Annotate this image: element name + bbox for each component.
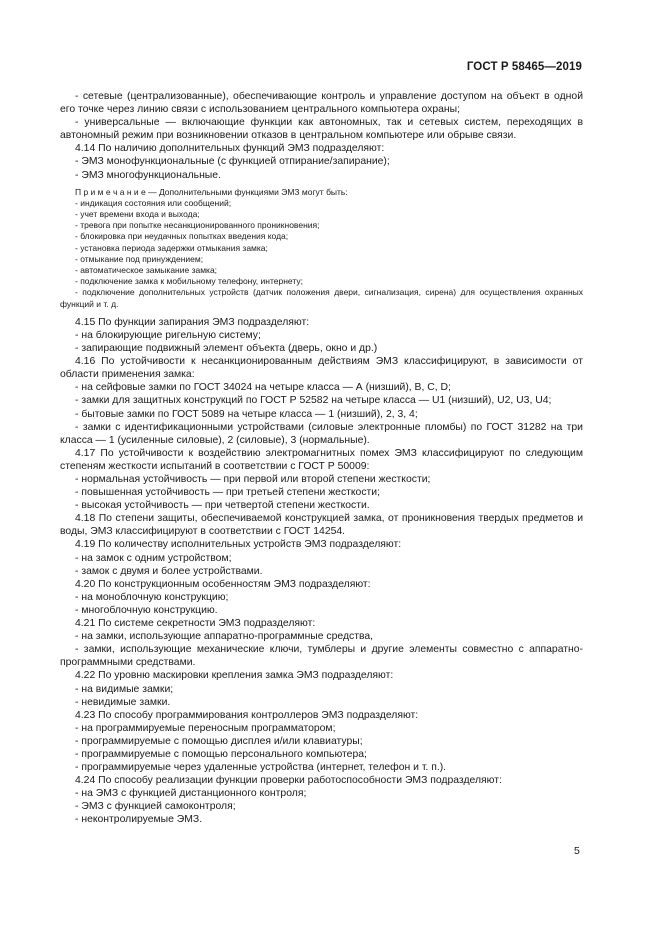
paragraph: - замки с идентификационными устройствами (силовые электронные пломбы) по ГОСТ 31282 на три класса — 1 (усиленные силовые), 2 (силовые), 3 (нормальные). xyxy=(60,421,583,446)
paragraph: - замок с двумя и более устройствами. xyxy=(75,565,263,577)
note-line: - учет времени входа и выхода; xyxy=(75,209,200,220)
paragraph: - на моноблочную конструкцию; xyxy=(75,591,229,603)
paragraph: - на замок с одним устройством; xyxy=(75,552,232,564)
page-number: 5 xyxy=(574,845,580,857)
paragraph: 4.20 По конструкционным особенностям ЭМЗ подразделяют: xyxy=(75,578,371,590)
paragraph: - запирающие подвижный элемент объекта (дверь, окно и др.) xyxy=(75,343,378,355)
note-line: П р и м е ч а н и е — Дополнительными функциями ЭМЗ могут быть: xyxy=(75,186,348,197)
paragraph: - на программируемые переносным программатором; xyxy=(75,722,336,734)
note-line: - отмыкание под принуждением; xyxy=(75,253,204,264)
note-line: - тревога при попытке несанкционированного проникновения; xyxy=(75,220,320,231)
paragraph: 4.22 По уровню маскировки крепления замка ЭМЗ подразделяют: xyxy=(75,670,394,682)
paragraph: - нормальная устойчивость — при первой или второй степени жесткости; xyxy=(75,474,431,486)
paragraph: - невидимые замки. xyxy=(75,696,171,708)
paragraph: - программируемые с помощью дисплея и/или клавиатуры; xyxy=(75,735,363,747)
paragraph: - на сейфовые замки по ГОСТ 34024 на четыре класса — А (низший), В, С, D; xyxy=(75,382,451,394)
paragraph: - ЭМЗ с функцией самоконтроля; xyxy=(75,801,236,813)
paragraph: - программируемые с помощью персонального компьютера; xyxy=(75,748,367,760)
paragraph: - высокая устойчивость — при четвертой степени жесткости. xyxy=(75,500,370,512)
paragraph: - замки для защитных конструкций по ГОСТ Р 52582 на четыре класса — U1 (низший), U2, U3, U4; xyxy=(75,395,552,407)
note-line: - подключение замка к мобильному телефону, интернету; xyxy=(75,276,303,287)
note-line: - установка периода задержки отмыкания замка; xyxy=(75,242,268,253)
paragraph: - многоблочную конструкцию. xyxy=(75,604,218,616)
paragraph: - на видимые замки; xyxy=(75,683,174,695)
note-line: - индикация состояния или сообщений; xyxy=(75,197,232,208)
paragraph: - неконтролируемые ЭМЗ. xyxy=(75,814,203,826)
paragraph: - ЭМЗ многофункциональные. xyxy=(75,169,221,181)
paragraph: 4.24 По способу реализации функции проверки работоспособности ЭМЗ подразделяют: xyxy=(75,775,502,787)
paragraph: - на ЭМЗ с функцией дистанционного контроля; xyxy=(75,788,307,800)
paragraph: - на замки, использующие аппаратно-программные средства, xyxy=(75,631,374,643)
paragraph: - на блокирующие ригельную систему; xyxy=(75,329,261,341)
paragraph: 4.18 По степени защиты, обеспечиваемой конструкцией замка, от проникновения твердых предметов и воды, ЭМЗ классифицируют в соответствии с ГОСТ 14254. xyxy=(60,513,583,538)
paragraph: - универсальные — включающие функции как автономных, так и сетевых систем, переходящих в автономный режим при возникновении отказов в центральном компьютере или обрыве связи. xyxy=(60,117,583,142)
note-line: - подключение дополнительных устройств (датчик положения двери, сигнализация, сирена) для осуществления охранных функций и т. д. xyxy=(60,287,583,309)
paragraph: 4.21 По системе секретности ЭМЗ подразделяют: xyxy=(75,618,316,630)
paragraph: - повышенная устойчивость — при третьей степени жесткости; xyxy=(75,487,380,499)
paragraph: 4.19 По количеству исполнительных устройств ЭМЗ подразделяют: xyxy=(75,539,402,551)
body-text xyxy=(60,90,583,827)
note-line: - блокировка при неудачных попытках введения кода; xyxy=(75,231,289,242)
paragraph: - сетевые (централизованные), обеспечивающие контроль и управление доступом на объект в одной его точке через линию связи с использованием центрального компьютера охраны; xyxy=(60,91,583,116)
note-line: - автоматическое замыкание замка; xyxy=(75,265,218,276)
paragraph: - бытовые замки по ГОСТ 5089 на четыре класса — 1 (низший), 2, 3, 4; xyxy=(75,408,418,420)
paragraph: 4.16 По устойчивости к несанкционированным действиям ЭМЗ классифицируют, в зависимости от области применения замка: xyxy=(60,356,583,381)
paragraph: - программируемые через удаленные устройства (интернет, телефон и т. п.). xyxy=(75,762,447,774)
document-header: ГОСТ Р 58465—2019 xyxy=(466,61,582,73)
paragraph: 4.17 По устойчивости к воздействию электромагнитных помех ЭМЗ классифицируют по следующим степеням жесткости испытаний в соответствии с ГОСТ Р 50009: xyxy=(60,447,583,472)
paragraph: - ЭМЗ монофункциональные (с функцией отпирание/запирание); xyxy=(75,156,390,168)
paragraph: 4.23 По способу программирования контроллеров ЭМЗ подразделяют: xyxy=(75,709,419,721)
paragraph: 4.14 По наличию дополнительных функций ЭМЗ подразделяют: xyxy=(75,143,385,155)
paragraph: 4.15 По функции запирания ЭМЗ подразделяют: xyxy=(75,316,310,328)
paragraph: - замки, использующие механические ключи, тумблеры и другие элементы совместно с аппаратно-программными средствами. xyxy=(60,644,583,669)
